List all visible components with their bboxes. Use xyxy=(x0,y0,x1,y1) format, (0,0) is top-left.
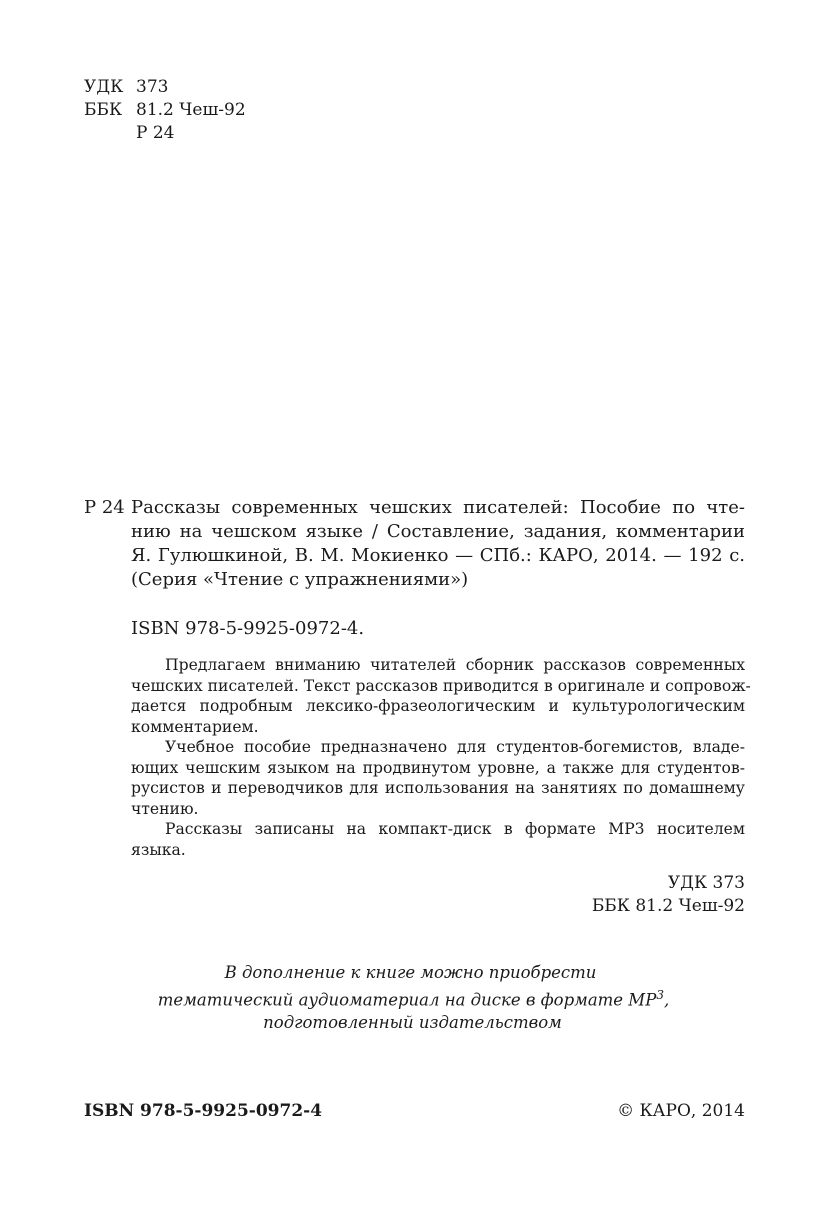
author-sign: Р 24 xyxy=(136,123,175,143)
notice-line: В дополнение к книге можно приобрести xyxy=(224,963,597,982)
bibliographic-entry xyxy=(131,496,745,592)
annotation-line: русистов и переводчиков для использования на занятиях по домашнему xyxy=(131,779,745,797)
footer-isbn: ISBN 978-5-9925-0972-4 xyxy=(84,1101,323,1121)
notice-superscript: 3 xyxy=(656,988,664,1002)
entry-isbn: ISBN 978-5-9925-0972-4. xyxy=(131,618,365,639)
notice-comma: , xyxy=(663,990,670,1010)
index-codes xyxy=(592,872,745,918)
annotation xyxy=(131,655,751,860)
annotation-line: комментарием. xyxy=(131,717,259,736)
annotation-line: Предлагаем вниманию читателей сборник рассказов современных xyxy=(165,656,745,674)
notice-line: подготовленный издательством xyxy=(263,1012,562,1032)
copyright: © КАРО, 2014 xyxy=(617,1101,745,1121)
author-sign-row xyxy=(84,122,174,144)
bbk-label: ББК xyxy=(84,100,123,120)
notice-text: тематический аудиоматериал на диске в формате MP xyxy=(157,990,657,1010)
annotation-line: Рассказы записаны на компакт-диск в формате MP3 носителем xyxy=(165,820,745,838)
annotation-line: чтению. xyxy=(131,799,199,818)
entry-line: Рассказы современных чешских писателей: Пособие по чте- xyxy=(131,497,745,518)
annotation-line: дается подробным лексико-фразеологическим и культурологическим xyxy=(131,697,745,715)
udk-label: УДК xyxy=(84,77,124,97)
annotation-line: Учебное пособие предназначено для студентов-богемистов, владе- xyxy=(165,738,745,756)
annotation-line: ющих чешским языком на продвинутом уровне, а также для студентов- xyxy=(131,758,745,777)
annotation-line: чешских писателей. Текст рассказов приводится в оригинале и сопровож- xyxy=(131,676,751,695)
udk-code: УДК 373 xyxy=(667,873,745,893)
audio-notice xyxy=(0,962,827,1034)
udk-row xyxy=(84,76,168,98)
entry-line: нию на чешском языке / Составление, задания, комментарии xyxy=(131,521,745,542)
notice-line xyxy=(0,984,827,1012)
bbk-row xyxy=(84,99,246,121)
entry-line: Я. Гулюшкиной, В. М. Мокиенко — СПб.: КАРО, 2014. — 192 с. xyxy=(131,545,745,566)
entry-line: (Серия «Чтение с упражнениями») xyxy=(131,569,469,590)
bbk-code: ББК 81.2 Чеш-92 xyxy=(591,896,745,916)
udk-value: 373 xyxy=(136,77,169,97)
annotation-line: языка. xyxy=(131,840,186,859)
bbk-value: 81.2 Чеш-92 xyxy=(136,100,246,120)
entry-code: Р 24 xyxy=(84,497,125,518)
